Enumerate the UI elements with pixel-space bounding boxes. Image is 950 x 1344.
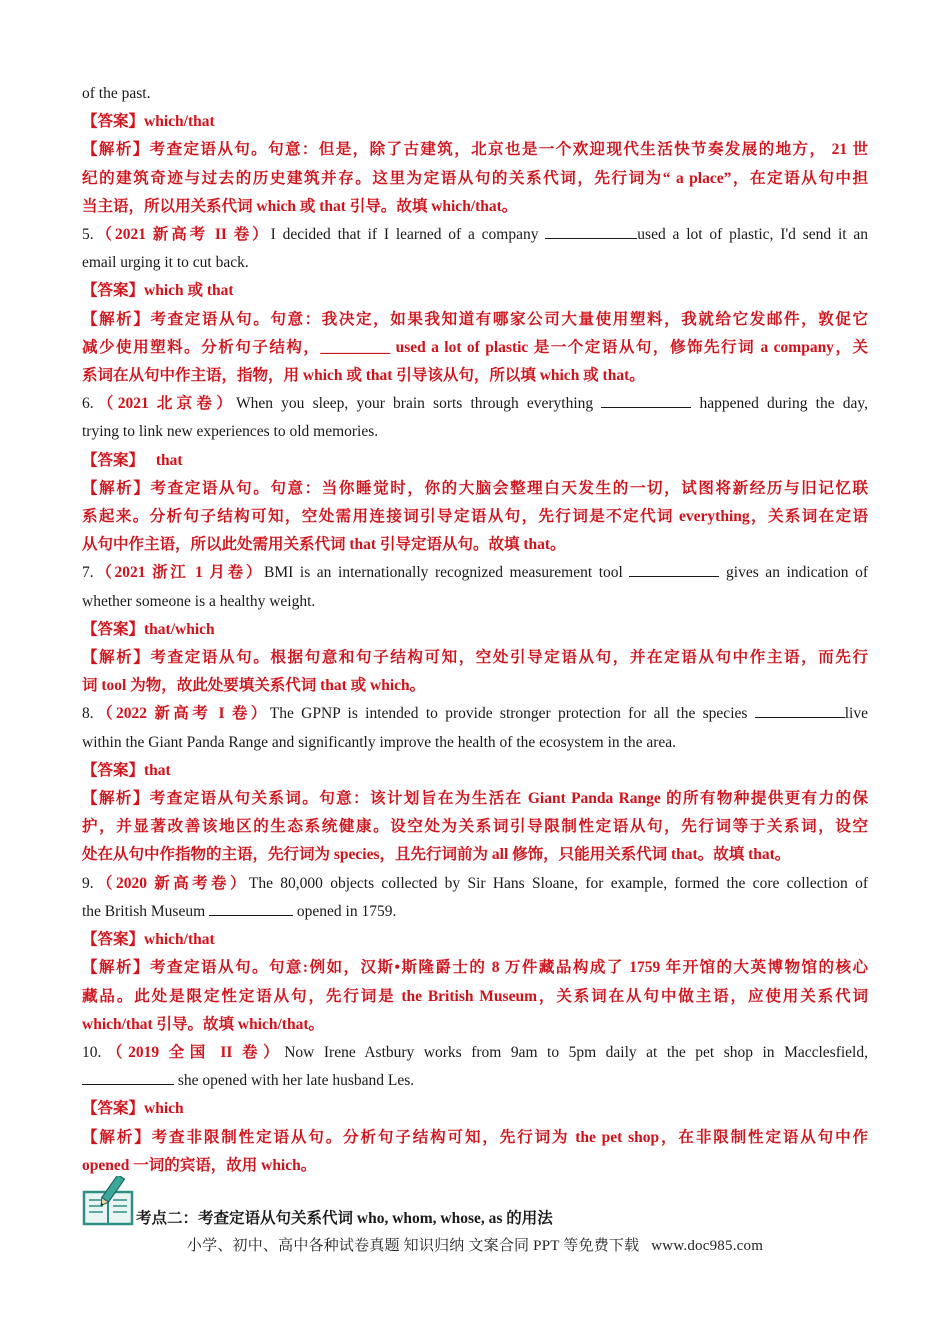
answer-line: 【答案】 that [82, 451, 183, 469]
question-line: 6.（2021 北京卷）When you sleep, your brain sorts through everything happened during the day, [82, 395, 868, 413]
analysis-line: 从句中作主语，所以此处需用关系代词 that 引导定语从句。故填 that。 [82, 536, 566, 554]
question-source: （2021 浙江 1 月卷） [93, 564, 265, 582]
question-line: 7.（2021 浙江 1 月卷）BMI is an internationally recognized measurement tool gives an indication of [82, 564, 868, 582]
question-line: the British Museum opened in 1759. [82, 902, 397, 920]
question-line: she opened with her late husband Les. [82, 1067, 868, 1095]
intro-fragment: of the past. [82, 85, 151, 102]
question-source: （2022 新高考 I 卷） [93, 705, 270, 723]
question-source: （2021 北京卷） [93, 395, 236, 413]
page-footer [0, 1234, 950, 1255]
analysis-line: 【解析】考查定语从句。句意:例如，汉斯•斯隆爵士的 8 万件藏品构成了 1759 年开馆的大英博物馆的核心 [82, 959, 868, 977]
answer-text: which/that [144, 931, 215, 949]
question-number: 7. [82, 564, 94, 582]
analysis-line: 【解析】考查定语从句。句意：但是，除了古建筑，北京也是一个欢迎现代生活快节奏发展的地方， 21 世 [82, 141, 868, 159]
question-line: within the Giant Panda Range and significantly improve the health of the ecosystem in the area. [82, 733, 676, 751]
answer-blank [629, 562, 719, 577]
analysis-line: 【解析】考查定语从句。句意：我决定，如果我知道有哪家公司大量使用塑料，我就给它发邮件，敦促它 [82, 310, 868, 328]
analysis-line: 纪的建筑奇迹与过去的历史建筑并存。这里为定语从句的关系代词，先行词为“ a place”，在定语从句中担 [82, 169, 868, 187]
question-line: email urging it to cut back. [82, 254, 249, 272]
question-line: whether someone is a healthy weight. [82, 592, 316, 610]
analysis-line: 藏品。此处是限定性定语从句，先行词是 the British Museum，关系词在从句中做主语，应使用关系代词 [82, 987, 868, 1005]
analysis-line: 【解析】考查定语从句。根据句意和句子结构可知，空处引导定语从句，并在定语从句中作主语，而先行 [82, 649, 868, 667]
answer-line: 【答案】which/that [82, 113, 215, 131]
answer-line: 【答案】which/that [82, 931, 215, 949]
question-line: 9.（2020 新高考卷）The 80,000 objects collected by Sir Hans Sloane, for example, formed the core collection of [82, 874, 868, 892]
question-source: （2019 全国 II 卷） [101, 1043, 285, 1061]
book-pencil-icon [82, 1176, 136, 1228]
answer-text: that [144, 761, 171, 779]
question-number: 8. [82, 705, 94, 723]
analysis-line: 词 tool 为物，故此处要填关系代词 that 或 which。 [82, 677, 426, 695]
analysis-line: 【解析】考查定语从句。句意：当你睡觉时，你的大脑会整理白天发生的一切，试图将新经历与旧记忆联 [82, 479, 868, 497]
footer-text: 小学、初中、高中各种试卷真题 知识归纳 文案合同 PPT 等免费下载 [186, 1238, 640, 1254]
answer-blank [601, 393, 691, 408]
question-number: 9. [82, 874, 94, 892]
analysis-line: 护，并显著改善该地区的生态系统健康。设空处为关系词引导限制性定语从句，先行词等于关系词，设空 [82, 818, 868, 836]
answer-line: 【答案】that/which [82, 620, 215, 638]
answer-line: 【答案】that [82, 761, 171, 779]
answer-text: that/which [144, 620, 215, 638]
analysis-line: which/that 引导。故填 which/that。 [82, 1015, 324, 1033]
answer-text: which/that [144, 113, 215, 131]
document-body [82, 80, 868, 1180]
analysis-line: 减少使用塑料。分析句子结构，_________ used a lot of plastic 是一个定语从句，修饰先行词 a company，关 [82, 338, 868, 356]
section-heading: 考点二：考查定语从句关系代词 who, whom, whose, as 的用法 [136, 1210, 553, 1227]
question-number: 5. [82, 226, 94, 244]
question-number: 10. [82, 1043, 102, 1061]
answer-blank [82, 1070, 174, 1085]
answer-blank [209, 901, 293, 916]
analysis-line: opened 一词的宾语，故用 which。 [82, 1156, 317, 1174]
answer-text: which [144, 1100, 184, 1118]
answer-text: that [152, 451, 183, 469]
section-heading-block [82, 1176, 868, 1232]
answer-blank [755, 703, 845, 718]
analysis-line: 处在从句中作指物的主语，先行词为 species，且先行词前为 all 修饰，只能用关系代词 that。故填 that。 [82, 846, 791, 864]
question-number: 6. [82, 395, 94, 413]
question-source: （2020 新高考卷） [93, 874, 249, 892]
footer-url[interactable]: www.doc985.com [651, 1238, 764, 1254]
question-line: 10.（2019 全国 II 卷）Now Irene Astbury works from 9am to 5pm daily at the pet shop in Macclesfield, [82, 1043, 868, 1061]
answer-line: 【答案】which 或 that [82, 282, 234, 300]
analysis-line: 【解析】考查非限制性定语从句。分析句子结构可知，先行词为 the pet shop，在非限制性定语从句中作 [82, 1128, 868, 1146]
answer-text: which 或 that [144, 282, 234, 300]
analysis-line: 系词在从句中作主语，指物，用 which 或 that 引导该从句，所以填 which 或 that。 [82, 367, 645, 385]
question-line: trying to link new experiences to old memories. [82, 423, 379, 441]
question-source: （2021 新高考 II 卷） [93, 226, 271, 244]
question-line: 5.（2021 新高考 II 卷）I decided that if I learned of a company used a lot of plastic, I'd send it an [82, 226, 868, 244]
analysis-line: 【解析】考查定语从句关系词。句意：该计划旨在为生活在 Giant Panda Range 的所有物种提供更有力的保 [82, 790, 868, 808]
analysis-line: 当主语，所以用关系代词 which 或 that 引导。故填 which/that。 [82, 197, 518, 215]
analysis-line: 系起来。分析句子结构可知，空处需用连接词引导定语从句，先行词是不定代词 everything，关系词在定语 [82, 508, 868, 526]
answer-line: 【答案】which [82, 1100, 184, 1118]
question-line: 8.（2022 新高考 I 卷）The GPNP is intended to provide stronger protection for all the species live [82, 705, 868, 723]
answer-blank [545, 224, 637, 239]
